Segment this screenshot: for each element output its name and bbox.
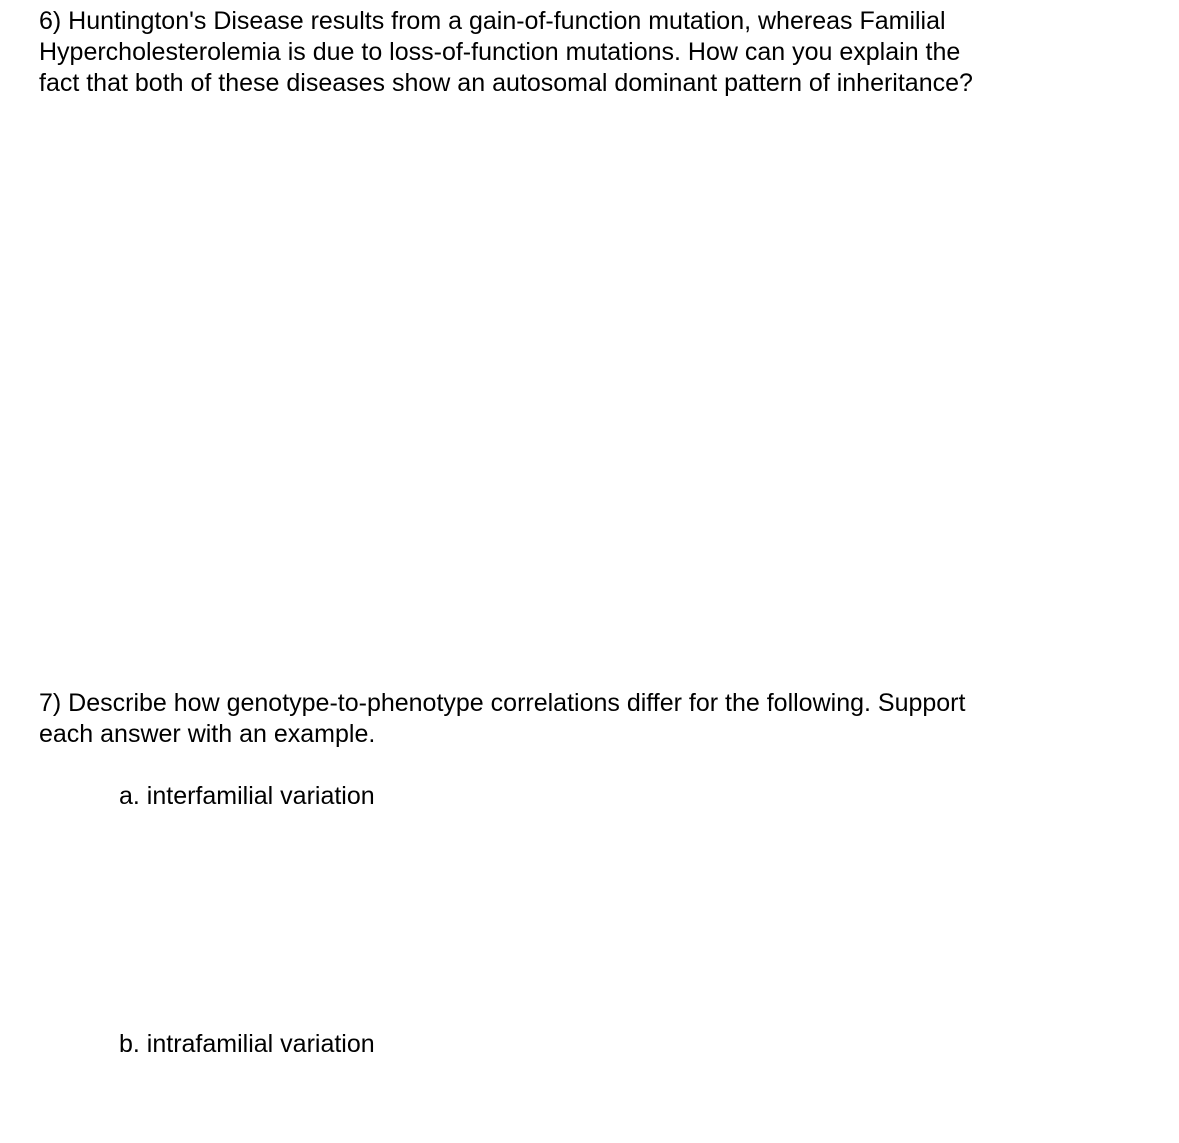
question-6 xyxy=(39,6,1099,99)
question-7-line-1: 7) Describe how genotype-to-phenotype correlations differ for the following. Support xyxy=(39,689,966,717)
question-6-line-1: 6) Huntington's Disease results from a gain-of-function mutation, whereas Familial xyxy=(39,7,946,35)
question-7-part-b: b. intrafamilial variation xyxy=(119,1030,375,1058)
question-6-line-2: Hypercholesterolemia is due to loss-of-function mutations. How can you explain the xyxy=(39,38,961,66)
question-6-line-3: fact that both of these diseases show an autosomal dominant pattern of inheritance? xyxy=(39,69,973,97)
question-7 xyxy=(39,688,1099,750)
question-7-part-a: a. interfamilial variation xyxy=(119,782,375,810)
question-7-line-2: each answer with an example. xyxy=(39,720,376,748)
